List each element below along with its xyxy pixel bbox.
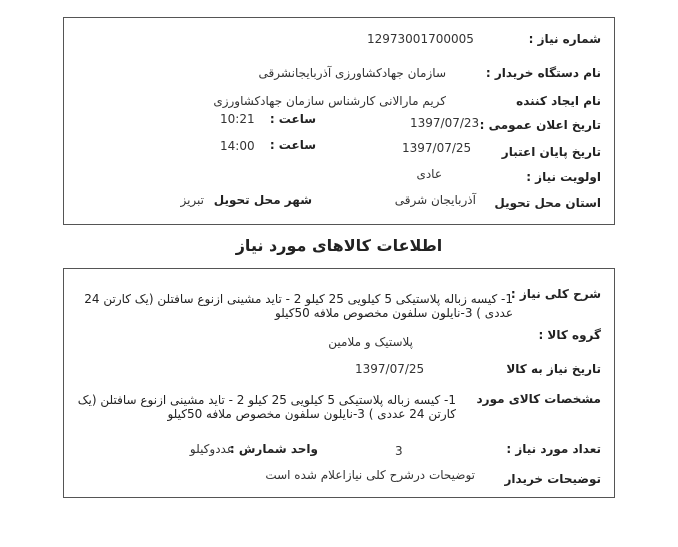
goods-group-value: پلاستیک و ملامین <box>328 335 413 349</box>
priority-label: اولویت نیاز : <box>526 170 601 184</box>
announce-date-value: 1397/07/23 <box>410 116 480 130</box>
need-number-label: شماره نیاز : <box>528 32 601 46</box>
creator-label: نام ایجاد کننده <box>516 94 601 108</box>
expiry-date-value: 1397/07/25 <box>402 141 472 155</box>
need-date-label: تاریخ نیاز به کالا <box>506 362 601 376</box>
quantity-label: تعداد مورد نیاز : <box>506 442 601 456</box>
buyer-notes-label: توضیحات خریدار <box>504 472 601 486</box>
announce-date-label: تاریخ اعلان عمومی : <box>479 118 601 132</box>
creator-value: کریم مارالانی کارشناس سازمان جهادکشاورزی <box>213 94 446 108</box>
buyer-org-value: سازمان جهادکشاورزی آذربایجانشرقی <box>258 66 446 80</box>
goods-group-label: گروه کالا : <box>538 328 601 342</box>
unit-label: واحد شمارش : <box>229 442 318 456</box>
need-date-value: 1397/07/25 <box>355 362 425 376</box>
unit-value: عددوکیلو <box>189 442 234 456</box>
quantity-value: 3 <box>395 444 403 458</box>
need-number-value: 12973001700005 <box>367 32 474 46</box>
goods-section-title: اطلاعات کالاهای مورد نیاز <box>235 236 443 255</box>
city-label: شهر محل تحویل <box>213 193 312 207</box>
priority-value: عادی <box>416 167 442 181</box>
announce-time-value: 10:21 <box>220 112 255 126</box>
specs-label: مشخصات کالای مورد <box>476 392 601 406</box>
general-desc-label: شرح کلی نیاز : <box>510 287 601 301</box>
expiry-date-label: تاریخ پایان اعتبار <box>501 145 601 159</box>
specs-value: 1- کیسه زباله پلاستیکی 5 کیلویی 25 کیلو 2 - تاید مشینی ازنوع سافتلن (یک کارتن 24 عددی ) 3-نایلون سلفون مخصوص ملافه 50کیلو <box>77 393 456 421</box>
city-value: تبریز <box>180 193 204 207</box>
province-label: استان محل تحویل <box>494 196 601 210</box>
province-value: آذربایجان شرقی <box>394 193 476 207</box>
announce-time-label: ساعت : <box>269 112 316 126</box>
expiry-time-label: ساعت : <box>269 138 316 152</box>
general-desc-value: 1- کیسه زباله پلاستیکی 5 کیلویی 25 کیلو 2 - تاید مشینی ازنوع سافتلن (یک کارتن 24 عددی ) 3-نایلون سلفون مخصوص ملافه 50کیلو <box>84 292 513 320</box>
buyer-notes-value: توضیحات درشرح کلی نیازاعلام شده است <box>265 468 475 482</box>
buyer-org-label: نام دستگاه خریدار : <box>485 66 601 80</box>
expiry-time-value: 14:00 <box>220 139 255 153</box>
